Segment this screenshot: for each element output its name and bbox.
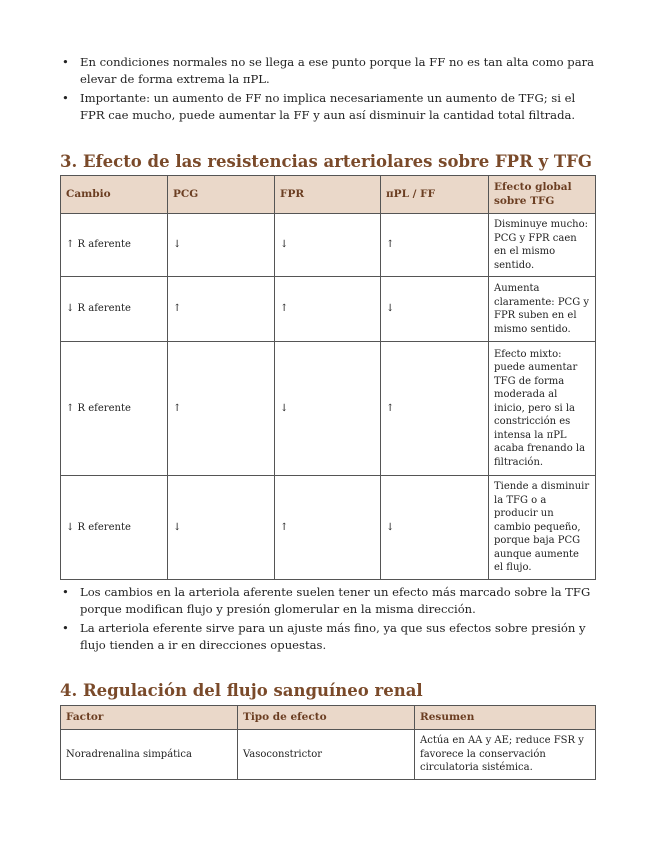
table-cell: ↑ R eferente [61,342,168,476]
bullet-text: En condiciones normales no se llega a ese punto porque la FF no es tan alta como para elevar de forma extrema la πPL. [80,55,595,86]
table-cell: Noradrenalina simpática [61,730,238,780]
bullet-icon: • [62,91,69,105]
table-cell: ↑ [168,277,275,342]
bullet-list-top [62,54,602,126]
list-item [62,90,602,124]
table-cell: Actúa en AA y AE; reduce FSR y favorece la conservación circulatoria sistémica. [415,730,596,780]
list-item [62,54,602,88]
table-cell: Efecto mixto: puede aumentar TFG de forma moderada al inicio, pero si la constricción es intensa la πPL acaba frenando la filtración. [489,342,596,476]
table-cell: ↓ [381,277,489,342]
bullet-icon: • [62,621,69,635]
table-cell: ↑ [275,476,381,580]
bullet-icon: • [62,585,69,599]
table-cell: Tiende a disminuir la TFG o a producir un cambio pequeño, porque baja PCG aunque aumente el flujo. [489,476,596,580]
column-header: FPR [275,176,381,214]
table-row [61,476,596,580]
table-header-row [61,706,596,730]
table-cell: ↑ R aferente [61,214,168,277]
bullet-text: La arteriola eferente sirve para un ajuste más fino, ya que sus efectos sobre presión y flujo tienden a ir en direcciones opuestas. [80,621,586,652]
table-row [61,277,596,342]
table-cell: ↑ [275,277,381,342]
column-header: Tipo de efecto [238,706,415,730]
bullet-text: Importante: un aumento de FF no implica necesariamente un aumento de TFG; si el FPR cae mucho, puede aumentar la FF y aun así disminuir la cantidad total filtrada. [80,91,576,122]
table-cell: ↑ [168,342,275,476]
resistance-effects-table [60,175,596,580]
table-cell: ↓ [168,214,275,277]
table-cell: Vasoconstrictor [238,730,415,780]
column-header: πPL / FF [381,176,489,214]
section-heading-4: 4. Regulación del flujo sanguíneo renal [60,681,423,700]
table-cell: ↓ R eferente [61,476,168,580]
list-item [62,620,602,654]
table-cell: ↓ [168,476,275,580]
table-row [61,730,596,780]
column-header: PCG [168,176,275,214]
renal-flow-regulation-table [60,705,596,780]
bullet-text: Los cambios en la arteriola aferente suelen tener un efecto más marcado sobre la TFG porque modifican flujo y presión glomerular en la misma dirección. [80,585,591,616]
table-cell: ↓ [275,342,381,476]
table-cell: ↓ [381,476,489,580]
table-cell: Disminuye mucho: PCG y FPR caen en el mismo sentido. [489,214,596,277]
column-header: Resumen [415,706,596,730]
column-header: Efecto global sobre TFG [489,176,596,214]
column-header: Cambio [61,176,168,214]
bullet-list-mid [62,584,602,656]
table-row [61,342,596,476]
table-cell: ↓ [275,214,381,277]
section-heading-3: 3. Efecto de las resistencias arteriolares sobre FPR y TFG [60,152,592,171]
table-cell: ↓ R aferente [61,277,168,342]
table-header-row [61,176,596,214]
table-row [61,214,596,277]
table-cell: Aumenta claramente: PCG y FPR suben en el mismo sentido. [489,277,596,342]
table-cell: ↑ [381,342,489,476]
bullet-icon: • [62,55,69,69]
list-item [62,584,602,618]
table-cell: ↑ [381,214,489,277]
column-header: Factor [61,706,238,730]
